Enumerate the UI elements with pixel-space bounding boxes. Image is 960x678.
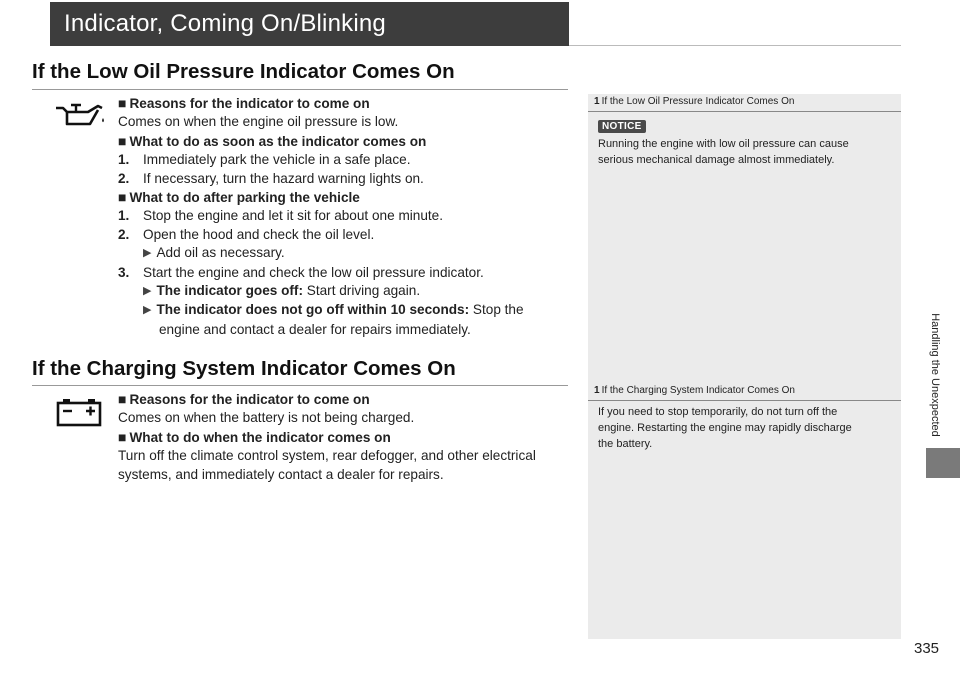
subheading: ■ What to do after parking the vehicle [118, 189, 360, 206]
battery-icon [54, 397, 106, 427]
step: 2. If necessary, turn the hazard warning lights on. [118, 170, 424, 186]
paragraph: systems, and immediately contact a dealer for repairs. [118, 466, 444, 482]
note-title-charging: 1 If the Charging System Indicator Comes On [594, 385, 795, 396]
paragraph: Comes on when the engine oil pressure is low. [118, 114, 399, 130]
square-bullet-icon: ■ [118, 189, 127, 206]
square-bullet-icon: ■ [118, 391, 127, 407]
section-rule [32, 89, 568, 90]
arrow-icon: ▶ [143, 247, 152, 260]
subheading: ■ Reasons for the indicator to come on [118, 95, 370, 111]
subheading: ■ Reasons for the indicator to come on [118, 391, 370, 407]
arrow-icon: ▶ [143, 304, 152, 317]
section-rule [32, 385, 568, 386]
title-rule [569, 45, 901, 46]
reference-icon: 1 [594, 96, 600, 107]
square-bullet-icon: ■ [118, 132, 127, 149]
step: 2. Open the hood and check the oil level. [118, 226, 375, 242]
notes-sidebar [588, 94, 901, 639]
step: 1. Immediately park the vehicle in a safe place. [118, 152, 411, 168]
note-title-oil: 1 If the Low Oil Pressure Indicator Comes On [594, 96, 795, 107]
sub-step: ▶ Add oil as necessary. [143, 245, 285, 261]
chapter-tab-marker [926, 448, 960, 478]
section-heading-oil: If the Low Oil Pressure Indicator Comes On [32, 60, 455, 83]
sub-step: ▶ The indicator does not go off within 10 seconds: Stop the [143, 302, 524, 318]
note-rule [588, 111, 901, 112]
note-rule [588, 400, 901, 401]
section-heading-charging: If the Charging System Indicator Comes On [32, 357, 456, 380]
arrow-icon: ▶ [143, 285, 152, 298]
subheading: ■ What to do when the indicator comes on [118, 428, 391, 445]
subheading: ■ What to do as soon as the indicator comes on [118, 132, 427, 149]
sub-step: ▶ The indicator goes off: Start driving again. [143, 283, 421, 299]
notice-badge: NOTICE [598, 120, 646, 133]
sub-step-continued: engine and contact a dealer for repairs immediately. [159, 321, 471, 337]
section1-body [118, 94, 568, 339]
paragraph: Turn off the climate control system, rear defogger, and other electrical [118, 448, 536, 464]
square-bullet-icon: ■ [118, 95, 127, 111]
section2-body [118, 390, 568, 484]
paragraph: Comes on when the battery is not being charged. [118, 410, 415, 426]
chapter-side-tab: Handling the Unexpected [929, 313, 941, 437]
note-text-charging: If you need to stop temporarily, do not turn off the engine. Restarting the engine may rapidly discharge the battery. [598, 406, 852, 450]
note-text-oil: Running the engine with low oil pressure can cause serious mechanical damage almost immediately. [598, 138, 849, 166]
oil-pressure-icon [54, 100, 106, 130]
page-number: 335 [914, 640, 940, 657]
reference-icon: 1 [594, 385, 600, 396]
step: 1. Stop the engine and let it sit for about one minute. [118, 208, 444, 224]
step: 3. Start the engine and check the low oil pressure indicator. [118, 264, 484, 280]
square-bullet-icon: ■ [118, 428, 127, 445]
page-title: Indicator, Coming On/Blinking [50, 2, 569, 46]
